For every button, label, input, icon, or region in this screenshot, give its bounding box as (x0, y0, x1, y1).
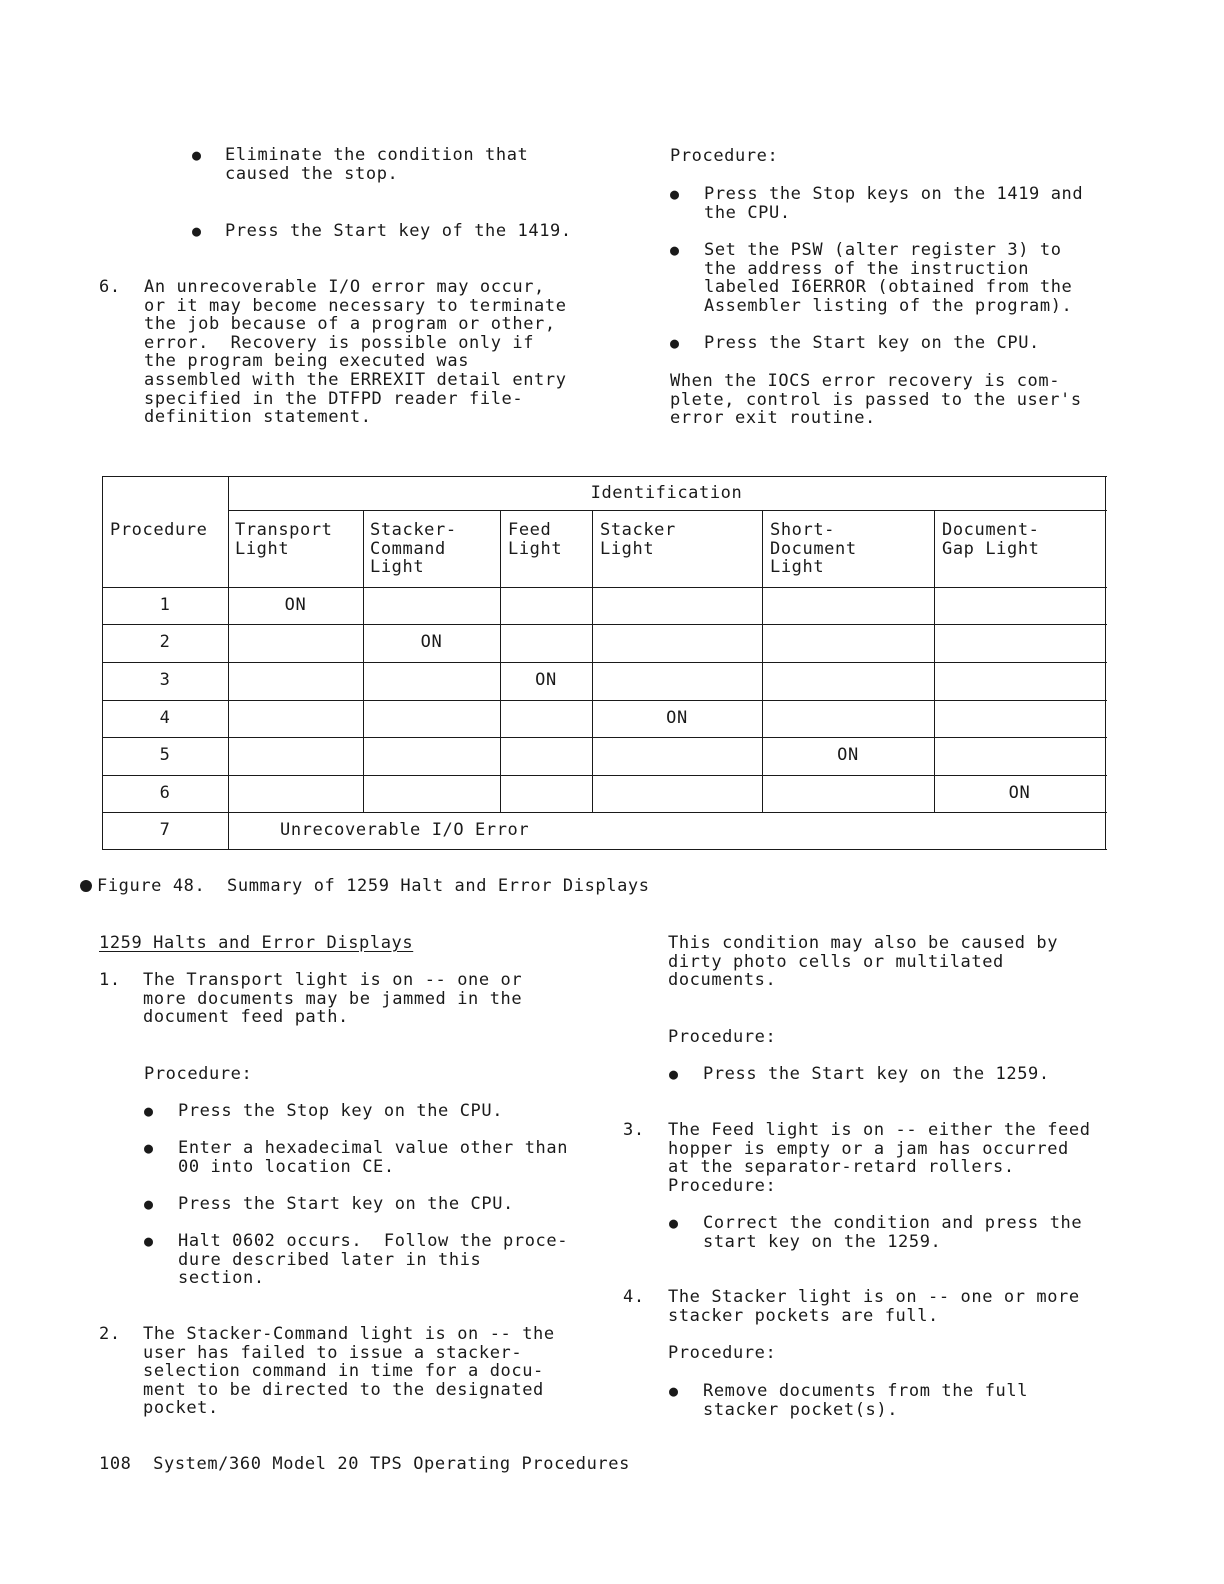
procedure-number: 2 (159, 632, 171, 652)
column-header: Short- Document Light (770, 520, 857, 578)
bullet-icon: ● (670, 241, 680, 259)
column-header: Transport Light (235, 520, 333, 559)
bullet-icon: ● (669, 1382, 679, 1400)
procedure-number: 5 (159, 745, 171, 765)
bullet-icon: ● (670, 185, 680, 203)
bullet-text: Press the Start key on the 1259. (703, 1064, 1050, 1084)
table-cell: ON (666, 708, 688, 728)
list-number: 2. (99, 1324, 121, 1344)
item-4-text: The Stacker light is on -- one or more stacker pockets are full. (668, 1287, 1080, 1326)
procedure-header: Procedure (110, 520, 208, 540)
item-6-text: An unrecoverable I/O error may occur, or it may become necessary to terminate the job because of a program or other, error. Recovery is possible only if the program being executed was assembled with the ERREXIT detail entry specified in the DTFPD reader file- definition statement. (144, 277, 567, 428)
bullet-text: Halt 0602 occurs. Follow the proce- dure described later in this section. (178, 1231, 569, 1289)
table-cell: ON (837, 745, 859, 765)
column-header: Document- Gap Light (942, 520, 1040, 559)
procedure-label: Procedure: (668, 1343, 777, 1363)
condition-paragraph: This condition may also be caused by dirty photo cells or multilated documents. (668, 933, 1059, 991)
bullet-icon: ● (144, 1139, 154, 1157)
page-footer: 108 System/360 Model 20 TPS Operating Procedures (99, 1454, 630, 1474)
column-header: Feed Light (508, 520, 563, 559)
bullet-icon: ● (192, 146, 202, 164)
table-rule (762, 510, 763, 812)
item-2-text: The Stacker-Command light is on -- the user has failed to issue a stacker- selection command in time for a docu- ment to be directed to the designated pocket. (143, 1324, 555, 1419)
change-bar-dot-icon (80, 880, 92, 892)
procedure-number: 6 (159, 783, 171, 803)
table-rule (592, 510, 593, 812)
procedure-label: Procedure: (668, 1027, 777, 1047)
bullet-icon: ● (144, 1232, 154, 1250)
bullet-text: Press the Stop key on the CPU. (178, 1101, 504, 1121)
table-cell: ON (284, 595, 307, 615)
table-cell: Unrecoverable I/O Error (280, 820, 530, 840)
bullet-icon: ● (669, 1065, 679, 1083)
table-rule (102, 737, 1107, 738)
list-number: 4. (623, 1287, 645, 1307)
bullet-text: Press the Stop keys on the 1419 and the CPU. (704, 184, 1084, 223)
bullet-text: Press the Start key of the 1419. (225, 221, 572, 241)
item-3-text: The Feed light is on -- either the feed hopper is empty or a jam has occurred at the separator-retard rollers. Procedure: (668, 1120, 1091, 1196)
procedure-number: 3 (159, 670, 171, 690)
table-rule (102, 812, 1107, 813)
table-rule (102, 700, 1107, 701)
table-rule (228, 476, 229, 850)
bullet-icon: ● (669, 1214, 679, 1232)
column-header: Stacker Light (600, 520, 676, 559)
identification-header: Identification (590, 483, 743, 503)
section-heading: 1259 Halts and Error Displays (99, 933, 414, 953)
bullet-text: Remove documents from the full stacker pocket(s). (703, 1381, 1029, 1420)
table-rule (102, 624, 1107, 625)
procedure-label: Procedure: (144, 1064, 253, 1084)
list-number: 6. (99, 277, 121, 297)
table-rule (228, 510, 1107, 511)
table-rule (102, 662, 1107, 663)
table-cell: ON (1008, 783, 1031, 803)
table-cell: ON (420, 632, 443, 652)
procedure-number: 4 (159, 708, 171, 728)
table-cell: ON (535, 670, 557, 690)
bullet-text: Enter a hexadecimal value other than 00 into location CE. (178, 1138, 569, 1177)
figure-caption: Figure 48. Summary of 1259 Halt and Error Displays (97, 876, 650, 896)
procedure-number: 1 (159, 595, 171, 615)
table-rule (102, 775, 1107, 776)
table-rule (363, 510, 364, 812)
table-rule (934, 510, 935, 812)
list-number: 1. (99, 970, 121, 990)
bullet-text: Correct the condition and press the start key on the 1259. (703, 1213, 1083, 1252)
procedure-label: Procedure: (670, 146, 779, 166)
item-1-text: The Transport light is on -- one or more documents may be jammed in the document feed path. (143, 970, 523, 1028)
bullet-text: Set the PSW (alter register 3) to the address of the instruction labeled I6ERROR (obtained from the Assembler listing of the program). (704, 240, 1073, 316)
procedure-number: 7 (159, 820, 171, 840)
table-rule (1105, 476, 1106, 850)
halt-display-table (102, 476, 1107, 851)
bullet-icon: ● (670, 334, 680, 352)
bullet-icon: ● (192, 222, 202, 240)
column-header: Stacker- Command Light (370, 520, 457, 578)
bullet-text: Eliminate the condition that caused the stop. (225, 145, 529, 184)
table-rule (102, 476, 1107, 477)
table-rule (500, 510, 501, 812)
bullet-icon: ● (144, 1195, 154, 1213)
table-rule (102, 849, 1107, 850)
bullet-icon: ● (144, 1102, 154, 1120)
bullet-text: Press the Start key on the CPU. (178, 1194, 514, 1214)
closing-paragraph: When the IOCS error recovery is com- plete, control is passed to the user's error exit routine. (670, 371, 1082, 429)
list-number: 3. (623, 1120, 645, 1140)
table-rule (102, 587, 1107, 588)
bullet-text: Press the Start key on the CPU. (704, 333, 1040, 353)
